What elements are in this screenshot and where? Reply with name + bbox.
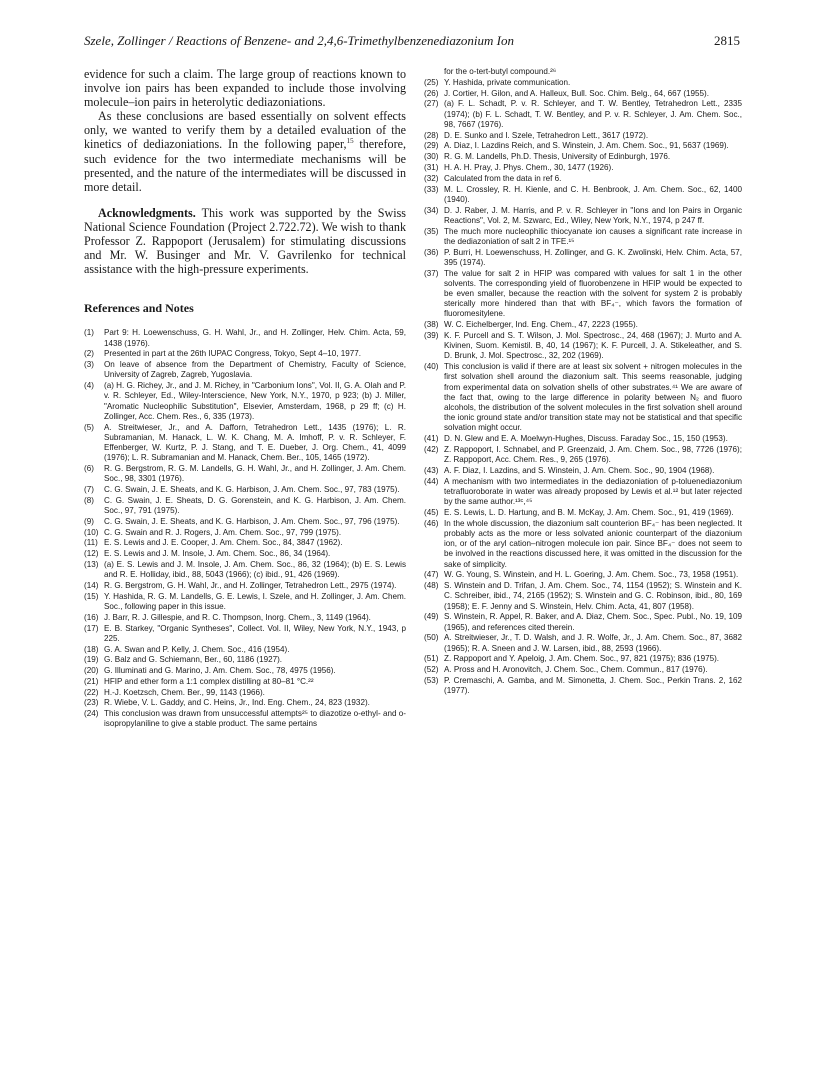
reference-item xyxy=(424,227,742,247)
reference-text: Y. Hashida, R. G. M. Landells, G. E. Lewis, I. Szele, and H. Zollinger, J. Am. Chem. Soc., following paper in this issue. xyxy=(104,591,406,611)
reference-number: (52) xyxy=(424,665,439,675)
reference-item xyxy=(84,485,406,495)
reference-item xyxy=(84,698,406,708)
reference-text: S. Winstein, R. Appel, R. Baker, and A. Diaz, Chem. Soc., Spec. Publ., No. 19, 109 (1965), and references cited therein. xyxy=(444,612,742,632)
reference-number: (23) xyxy=(84,698,99,708)
reference-item xyxy=(84,538,406,548)
reference-number: (38) xyxy=(424,320,439,330)
reference-item xyxy=(424,508,742,518)
right-column xyxy=(424,67,742,697)
reference-number: (3) xyxy=(84,360,94,370)
reference-text: C. G. Swain, J. E. Sheats, and K. G. Harbison, J. Am. Chem. Soc., 97, 796 (1975). xyxy=(104,516,400,526)
reference-item xyxy=(84,677,406,687)
reference-item xyxy=(424,185,742,205)
reference-number: (32) xyxy=(424,173,439,183)
reference-item xyxy=(84,517,406,527)
reference-text: for the o-tert-butyl compound.²⁶ xyxy=(444,67,557,76)
reference-number: (40) xyxy=(424,362,439,372)
reference-text: (a) H. G. Richey, Jr., and J. M. Richey, in "Carbonium Ions", Vol. II, G. A. Olah and P. v. R. Schleyer, Ed., Wiley-Interscience, New York, N.Y., 1970, p 923; (b) J. Miller, "Aromatic Nucleophilic Substitution", Elsevier, Amsterdam, 1968, p 29 ff; (c) H. Zollinger, Acc. Chem. Res., 6, 335 (1973). xyxy=(104,381,406,421)
reference-item xyxy=(424,633,742,653)
reference-number: (48) xyxy=(424,581,439,591)
reference-item xyxy=(84,328,406,348)
reference-text: P. Burri, H. Loewenschuss, H. Zollinger, and G. K. Zwolinski, Helv. Chim. Acta, 57, 395 (1974). xyxy=(444,247,742,267)
reference-item xyxy=(424,519,742,570)
reference-item xyxy=(424,445,742,465)
reference-item xyxy=(84,613,406,623)
reference-number: (30) xyxy=(424,152,439,162)
reference-text: G. A. Swan and P. Kelly, J. Chem. Soc., 416 (1954). xyxy=(104,644,290,654)
reference-text: K. F. Purcell and S. T. Wilson, J. Mol. Spectrosc., 24, 468 (1967); J. Murto and A. Kivinen, Suom. Kemistil. B, 40, 14 (1967); K. F. Purcell, J. A. Stikeleather, and S. D. Brunk, J. Mol. Spectrosc., 32, 202 (1969). xyxy=(444,330,742,361)
reference-item xyxy=(424,131,742,141)
reference-text: A. F. Diaz, I. Lazdins, and S. Winstein, J. Am. Chem. Soc., 90, 1904 (1968). xyxy=(444,466,715,475)
reference-number: (26) xyxy=(424,88,439,98)
reference-item xyxy=(424,78,742,88)
reference-text: Y. Hashida, private communication. xyxy=(444,77,571,87)
reference-number: (14) xyxy=(84,580,99,590)
reference-number: (42) xyxy=(424,445,439,454)
reference-number: (33) xyxy=(424,184,439,194)
reference-item xyxy=(84,464,406,484)
reference-item xyxy=(84,360,406,380)
reference-number: (53) xyxy=(424,676,439,685)
reference-number: (7) xyxy=(84,484,94,494)
reference-text: E. S. Lewis, L. D. Hartung, and B. M. McKay, J. Am. Chem. Soc., 91, 419 (1969). xyxy=(444,508,734,517)
reference-item xyxy=(84,349,406,359)
reference-item xyxy=(424,434,742,444)
reference-text: On leave of absence from the Department of Chemistry, Faculty of Science, University of Zagreb, Zagreb, Yugoslavia. xyxy=(104,360,406,380)
body-paragraph-2-text: As these conclusions are based essentially on solvent effects only, we wanted to verify them by a detailed evaluation of the kinetics of dediazoniations. In the following paper, xyxy=(84,109,406,152)
reference-item xyxy=(424,665,742,675)
reference-text: G. Illuminati and G. Marino, J. Am. Chem. Soc., 78, 4975 (1956). xyxy=(104,666,336,676)
reference-text: E. S. Lewis and J. E. Cooper, J. Am. Chem. Soc., 84, 3847 (1962). xyxy=(104,538,343,548)
reference-number: (21) xyxy=(84,676,99,686)
body-paragraph-1: evidence for such a claim. The large group of reactions known to involve ion pairs has been expanded to include those involving molecule–ion pairs in heterolytic dediazoniations. xyxy=(84,67,406,110)
page-header xyxy=(84,33,740,53)
reference-item xyxy=(424,654,742,664)
reference-item xyxy=(84,423,406,464)
reference-text: P. Cremaschi, A. Gamba, and M. Simonetta, J. Chem. Soc., Perkin Trans. 2, 162 (1977). xyxy=(444,676,742,696)
reference-item xyxy=(424,174,742,184)
reference-text: (a) E. S. Lewis and J. M. Insole, J. Am. Chem. Soc., 86, 32 (1964); (b) E. S. Lewis and R. E. Holliday, ibid., 88, 5043 (1966); (c) ibid., 91, 426 (1969). xyxy=(104,559,406,580)
reference-item xyxy=(84,496,406,516)
reference-text: S. Winstein and D. Trifan, J. Am. Chem. Soc., 74, 1154 (1952); S. Winstein and K. C. Schreiber, ibid., 74, 2165 (1952); S. Winstein and G. C. Robinson, ibid., 80, 169 (1958); E. F. Jenny and S. Winstein, Helv. Chim. Acta, 41, 807 (1958). xyxy=(444,581,742,611)
reference-number: (11) xyxy=(84,538,98,548)
reference-number: (37) xyxy=(424,268,439,278)
reference-number: (28) xyxy=(424,130,439,140)
reference-text: H. A. H. Pray, J. Phys. Chem., 30, 1477 (1926). xyxy=(444,162,614,172)
reference-number: (45) xyxy=(424,508,439,517)
body-paragraph-2 xyxy=(84,109,406,194)
acknowledgments-label: Acknowledgments. xyxy=(98,205,196,220)
reference-item xyxy=(84,688,406,698)
acknowledgments-text: This work was supported by the Swiss National Science Foundation (Project 2.722.72). We wish to thank Professor Z. Rappoport (Jerusalem) for stimulating discussions and Mr. W. Businger and Mr. V. Gavrilenko for technical assistance with the high-pressure experiments. xyxy=(84,205,406,277)
reference-item xyxy=(424,581,742,612)
reference-text: R. G. Bergstrom, R. G. M. Landells, G. H. Wahl, Jr., and H. Zollinger, J. Am. Chem. Soc., 98, 3301 (1976). xyxy=(104,463,406,484)
reference-text: The value for salt 2 in HFIP was compared with values for salt 1 in the other solvents. The corresponding yield of fluorobenzene in HFIP would be expected to be even smaller, because the reaction with the solvent for system 2 is probably sterically more hindered than that with BF₄⁻, which favors the formation of fluoromesitylene. xyxy=(444,268,742,319)
reference-item xyxy=(84,645,406,655)
reference-item xyxy=(424,612,742,632)
reference-number: (4) xyxy=(84,381,94,391)
page-number: 2815 xyxy=(714,33,740,48)
reference-number: (5) xyxy=(84,422,94,432)
reference-text: J. Barr, R. J. Gillespie, and R. C. Thompson, Inorg. Chem., 3, 1149 (1964). xyxy=(104,612,371,622)
reference-item xyxy=(84,528,406,538)
reference-text: In the whole discussion, the diazonium salt counterion BF₄⁻ has been neglected. It probably acts as the more or less solvated anionic counterpart of the diazonium ion, or of the aryl cation–nitrogen molecule ion pair. Since BF₄⁻ does not seem to be involved in the reactions discussed here, it was omitted in the discussion for the sake of simplicity. xyxy=(444,518,742,569)
reference-item xyxy=(424,320,742,330)
reference-item xyxy=(424,206,742,226)
reference-number: (13) xyxy=(84,559,99,569)
reference-number: (19) xyxy=(84,655,99,665)
reference-number: (27) xyxy=(424,99,439,109)
reference-item xyxy=(424,99,742,130)
reference-text: D. N. Glew and E. A. Moelwyn-Hughes, Discuss. Faraday Soc., 15, 150 (1953). xyxy=(444,434,728,444)
reference-number: (49) xyxy=(424,612,439,622)
reference-number: (12) xyxy=(84,549,99,559)
reference-item xyxy=(84,549,406,559)
reference-item xyxy=(424,466,742,476)
reference-text: C. G. Swain, J. E. Sheats, D. G. Gorenstein, and K. G. Harbison, J. Am. Chem. Soc., 97, 791 (1975). xyxy=(104,495,406,515)
reference-text: M. L. Crossley, R. H. Kienle, and C. H. Benbrook, J. Am. Chem. Soc., 62, 1400 (1940). xyxy=(444,184,742,204)
reference-number: (9) xyxy=(84,516,94,526)
reference-item xyxy=(84,709,406,729)
reference-text: Calculated from the data in ref 6. xyxy=(444,173,562,183)
reference-number: (17) xyxy=(84,623,99,633)
reference-item xyxy=(84,592,406,612)
reference-text: R. G. M. Landells, Ph.D. Thesis, University of Edinburgh, 1976. xyxy=(444,152,671,162)
left-column xyxy=(84,67,406,730)
reference-item xyxy=(424,331,742,362)
reference-number: (10) xyxy=(84,527,99,537)
reference-list-left xyxy=(84,328,406,729)
reference-item xyxy=(424,477,742,508)
reference-number: (39) xyxy=(424,330,439,340)
acknowledgments-paragraph xyxy=(84,206,406,276)
reference-text: D. E. Sunko and I. Szele, Tetrahedron Lett., 3617 (1972). xyxy=(444,130,649,140)
reference-item xyxy=(424,89,742,99)
reference-item xyxy=(424,269,742,320)
reference-number: (47) xyxy=(424,570,439,580)
reference-item xyxy=(84,624,406,644)
reference-item xyxy=(84,581,406,591)
reference-text: R. G. Bergstrom, G. H. Wahl, Jr., and H. Zollinger, Tetrahedron Lett., 2975 (1974). xyxy=(104,580,397,590)
reference-text: D. J. Raber, J. M. Harris, and P. v. R. Schleyer in "Ions and Ion Pairs in Organic Reactions", Vol. 2, M. Szwarc, Ed., Wiley, New York, N.Y., 1974, p 247 ff. xyxy=(444,205,742,225)
reference-text: J. Cortier, H. Gilon, and A. Halleux, Bull. Soc. Chim. Belg., 64, 667 (1955). xyxy=(444,88,709,98)
body-paragraph-2-text-cont: therefore, such evidence for the two intermediate mechanisms will be presented, and the nature of the intermediates will be discussed in more detail. xyxy=(84,137,407,194)
reference-number: (41) xyxy=(424,434,439,444)
reference-number: (1) xyxy=(84,328,94,338)
reference-item xyxy=(424,152,742,162)
reference-text: H.-J. Koetzsch, Chem. Ber., 99, 1143 (1966). xyxy=(104,687,265,697)
reference-number: (29) xyxy=(424,141,439,151)
reference-item xyxy=(424,248,742,268)
reference-text: A mechanism with two intermediates in the dediazoniation of p-toluenediazonium tetrafluoroborate in water was already proposed by Lewis et al.¹² but later rejected by the same author.¹³ᶜ,⁴⁵ xyxy=(444,476,742,507)
reference-text: W. G. Young, S. Winstein, and H. L. Goering, J. Am. Chem. Soc., 73, 1958 (1951). xyxy=(444,570,739,580)
reference-text: This conclusion was drawn from unsuccessful attempts²⁵ to diazotize o-ethyl- and o-isopropylaniline to give a stable product. The same pertains xyxy=(104,709,406,729)
reference-text: This conclusion is valid if there are at least six solvent + nitrogen molecules in the first solvation shell around the diazonium salt. This seems reasonable, judging from experimental data on solvation shells of other substrates.⁴¹ We are aware of the fact that, owing to the large difference in polarity between N₂ and fluoro alcohols, the distribution of the solvent molecules in the first solvation shell around the ionic ground state and/or transition state may not be statistical and that specific solvation might occur. xyxy=(444,362,742,433)
reference-item xyxy=(424,570,742,580)
reference-number: (24) xyxy=(84,709,99,719)
reference-text: E. B. Starkey, "Organic Syntheses", Collect. Vol. II, Wiley, New York, N.Y., 1943, p 225. xyxy=(104,623,406,643)
reference-text: Part 9: H. Loewenschuss, G. H. Wahl, Jr., and H. Zollinger, Helv. Chim. Acta, 59, 1438 (1976). xyxy=(104,328,406,348)
citation-superscript: 15 xyxy=(346,137,354,146)
reference-item xyxy=(84,655,406,665)
reference-text: Z. Rappoport, I. Schnabel, and P. Greenzaid, J. Am. Chem. Soc., 98, 7726 (1976); Z. Rappoport, Acc. Chem. Res., 9, 265 (1976). xyxy=(444,445,742,465)
reference-item xyxy=(84,560,406,580)
reference-text: A. Streitwieser, Jr., and A. Dafforn, Tetrahedron Lett., 1435 (1976); L. R. Subramanian, M. Hanack, L. W. K. Chang, M. A. Imhoff, P. v. R. Schleyer, F. Effenberger, W. Kurtz, P. J. Stang, and T. E. Dueber, J. Org. Chem., 41, 4099 (1976); L. R. Subramanian and M. Hanack, Chem. Ber., 105, 1465 (1972). xyxy=(104,422,406,463)
reference-text: The much more nucleophilic thiocyanate ion causes a significant rate increase in the dediazoniation of salt 2 in TFE.¹⁵ xyxy=(444,226,742,246)
reference-number: (25) xyxy=(424,77,439,87)
reference-text: Z. Rappoport and Y. Apeloig, J. Am. Chem. Soc., 97, 821 (1975); 836 (1975). xyxy=(444,654,720,664)
reference-text: (a) F. L. Schadt, P. v. R. Schleyer, and T. W. Bentley, Tetrahedron Lett., 2335 (1974); (b) F. L. Schadt, T. W. Bentley, and P. v. R. Schleyer, J. Am. Chem. Soc., 98, 7667 (1976). xyxy=(444,99,742,129)
reference-text: C. G. Swain and R. J. Rogers, J. Am. Chem. Soc., 97, 799 (1975). xyxy=(104,527,342,537)
reference-number: (31) xyxy=(424,162,439,172)
reference-item xyxy=(424,362,742,433)
reference-text: A. Streitwieser, Jr., T. D. Walsh, and J. R. Wolfe, Jr., J. Am. Chem. Soc., 87, 3682 (1965); R. A. Sneen and J. W. Larsen, ibid., 88, 2593 (1966). xyxy=(444,633,742,653)
reference-text: Presented in part at the 26th IUPAC Congress, Tokyo, Sept 4–10, 1977. xyxy=(104,349,362,359)
reference-item xyxy=(84,381,406,422)
reference-text: C. G. Swain, J. E. Sheats, and K. G. Harbison, J. Am. Chem. Soc., 97, 783 (1975). xyxy=(104,484,400,494)
reference-text: G. Balz and G. Schiemann, Ber., 60, 1186 (1927). xyxy=(104,655,283,665)
reference-number: (46) xyxy=(424,518,439,528)
reference-item xyxy=(424,163,742,173)
reference-number: (35) xyxy=(424,226,439,236)
reference-number: (44) xyxy=(424,476,439,486)
reference-number: (36) xyxy=(424,247,439,257)
reference-number: (50) xyxy=(424,633,439,643)
reference-item xyxy=(424,676,742,696)
reference-text: HFIP and ether form a 1:1 complex distilling at 80–81 °C.²² xyxy=(104,676,314,686)
reference-number: (15) xyxy=(84,591,99,601)
running-head: Szele, Zollinger / Reactions of Benzene- and 2,4,6-Trimethylbenzenediazonium Ion xyxy=(84,33,515,48)
reference-number: (6) xyxy=(84,463,94,473)
reference-number: (22) xyxy=(84,687,99,697)
reference-number: (20) xyxy=(84,666,99,676)
reference-item xyxy=(424,141,742,151)
reference-number: (51) xyxy=(424,654,439,664)
reference-item xyxy=(424,67,742,77)
reference-number: (34) xyxy=(424,205,439,215)
reference-number: (2) xyxy=(84,349,94,359)
reference-text: W. C. Eichelberger, Ind. Eng. Chem., 47, 2223 (1955). xyxy=(444,320,638,330)
reference-item xyxy=(84,666,406,676)
reference-number: (16) xyxy=(84,612,99,622)
reference-number: (8) xyxy=(84,495,94,505)
reference-number: (18) xyxy=(84,644,99,654)
reference-text: E. S. Lewis and J. M. Insole, J. Am. Chem. Soc., 86, 34 (1964). xyxy=(104,549,331,559)
reference-text: A. Pross and H. Aronovitch, J. Chem. Soc., Chem. Commun., 817 (1976). xyxy=(444,665,708,675)
references-heading: References and Notes xyxy=(84,301,194,316)
reference-number: (43) xyxy=(424,466,439,475)
reference-list-right xyxy=(424,67,742,696)
reference-text: A. Diaz, I. Lazdins Reich, and S. Winstein, J. Am. Chem. Soc., 91, 5637 (1969). xyxy=(444,141,729,151)
reference-text: R. Wiebe, V. L. Gaddy, and C. Heins, Jr., Ind. Eng. Chem., 24, 823 (1932). xyxy=(104,698,370,708)
